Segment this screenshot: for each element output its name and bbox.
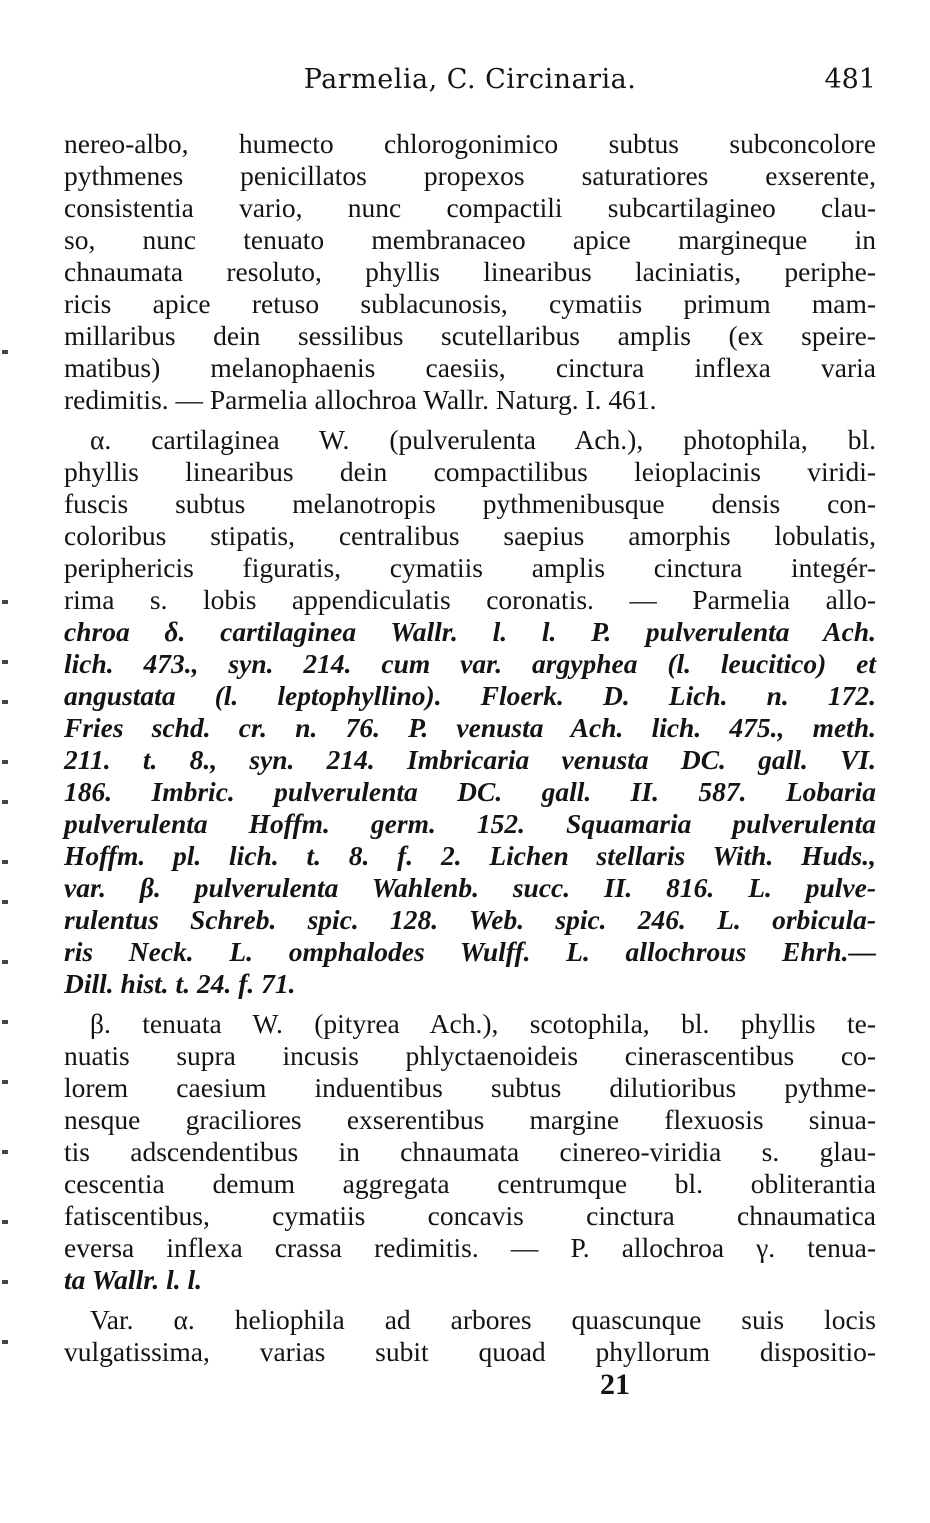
text-line: var. β. pulverulenta Wahlenb. succ. II. 816. L. pulve- — [64, 872, 876, 903]
left-margin-bleed — [0, 0, 14, 1523]
text-line: ricis apice retuso sublacunosis, cymatiis primum mam- — [64, 288, 876, 319]
text-line: nereo-albo, humecto chlorogonimico subtus subconcolore — [64, 128, 876, 159]
text-line: periphericis figuratis, cymatiis amplis cinctura integér- — [64, 552, 876, 583]
page-header — [64, 60, 876, 100]
paragraph-main-description — [64, 128, 876, 416]
paragraph-variety-alpha — [64, 424, 876, 1000]
text-line: cescentia demum aggregata centrumque bl. obliterantia — [64, 1168, 876, 1199]
main-text — [64, 128, 876, 1368]
text-line: phyllis linearibus dein compactilibus leioplacinis viridi- — [64, 456, 876, 487]
text-line: Fries schd. cr. n. 76. P. venusta Ach. lich. 475., meth. — [64, 712, 876, 743]
text-line: consistentia vario, nunc compactili subcartilagineo clau- — [64, 192, 876, 223]
text-line: eversa inflexa crassa redimitis. — P. allochroa γ. tenua- — [64, 1232, 876, 1263]
text-line: Var. α. heliophila ad arbores quascunque suis locis — [90, 1304, 876, 1335]
text-line: matibus) melanophaenis caesiis, cinctura inflexa varia — [64, 352, 876, 383]
text-line: tis adscendentibus in chnaumata cinereo-viridia s. glau- — [64, 1136, 876, 1167]
text-line: angustata (l. leptophyllino). Floerk. D. Lich. n. 172. — [64, 680, 876, 711]
text-line: rulentus Schreb. spic. 128. Web. spic. 246. L. orbicula- — [64, 904, 876, 935]
paragraph-variety-beta — [64, 1008, 876, 1296]
running-title: Parmelia, C. Circinaria. — [303, 64, 637, 95]
text-line: 186. Imbric. pulverulenta DC. gall. II. 587. Lobaria — [64, 776, 876, 807]
text-line: 211. t. 8., syn. 214. Imbricaria venusta DC. gall. VI. — [64, 744, 876, 775]
text-line: Hoffm. pl. lich. t. 8. f. 2. Lichen stellaris With. Huds., — [64, 840, 876, 871]
text-line: chnaumata resoluto, phyllis linearibus laciniatis, periphe- — [64, 256, 876, 287]
text-line: fuscis subtus melanotropis pythmenibusque densis con- — [64, 488, 876, 519]
text-line: lorem caesium induentibus subtus dilutioribus pythme- — [64, 1072, 876, 1103]
text-line: chroa δ. cartilaginea Wallr. l. l. P. pulverulenta Ach. — [64, 616, 876, 647]
text-line: vulgatissima, varias subit quoad phyllorum dispositio- — [64, 1336, 876, 1367]
text-line: pulverulenta Hoffm. germ. 152. Squamaria pulverulenta — [64, 808, 876, 839]
text-line: β. tenuata W. (pityrea Ach.), scotophila, bl. phyllis te- — [90, 1008, 876, 1039]
text-line: Dill. hist. t. 24. f. 71. — [64, 968, 296, 999]
text-line: so, nunc tenuato membranaceo apice margineque in — [64, 224, 876, 255]
text-line: pythmenes penicillatos propexos saturatiores exserente, — [64, 160, 876, 191]
paragraph-var-alpha-habitat — [64, 1304, 876, 1368]
text-line: nesque graciliores exserentibus margine flexuosis sinua- — [64, 1104, 876, 1135]
text-line: millaribus dein sessilibus scutellaribus amplis (ex speire- — [64, 320, 876, 351]
page-number: 481 — [824, 64, 876, 95]
text-line: rima s. lobis appendiculatis coronatis. — Parmelia allo- — [64, 584, 876, 615]
text-line: fatiscentibus, cymatiis concavis cinctura chnaumatica — [64, 1200, 876, 1231]
text-line: redimitis. — Parmelia allochroa Wallr. Naturg. I. 461. — [64, 384, 657, 415]
text-line: ris Neck. L. omphalodes Wulff. L. allochrous Ehrh.— — [64, 936, 876, 967]
text-line: ta Wallr. l. l. — [64, 1264, 203, 1295]
text-line: lich. 473., syn. 214. cum var. argyphea (l. leucitico) et — [64, 648, 876, 679]
text-line: coloribus stipatis, centralibus saepius amorphis lobulatis, — [64, 520, 876, 551]
text-line: α. cartilaginea W. (pulverulenta Ach.), photophila, bl. — [90, 424, 876, 455]
signature-mark: 21 — [600, 1368, 630, 1401]
text-line: nuatis supra incusis phlyctaenoideis cinerascentibus co- — [64, 1040, 876, 1071]
